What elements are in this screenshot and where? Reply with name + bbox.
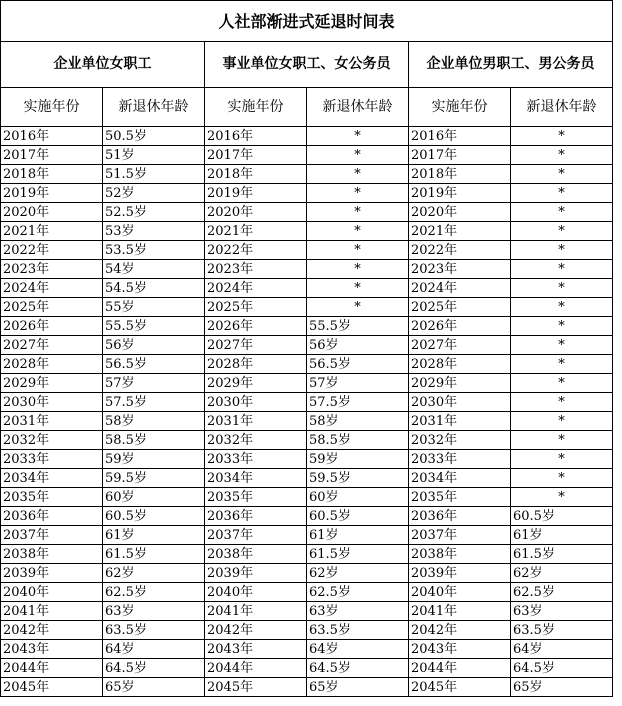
table-row <box>1 355 613 374</box>
year-cell: 2041年 <box>409 602 511 621</box>
year-cell: 2025年 <box>1 298 103 317</box>
year-cell: 2038年 <box>205 545 307 564</box>
year-cell: 2030年 <box>409 393 511 412</box>
age-cell: 63岁 <box>307 602 409 621</box>
age-cell: 56.5岁 <box>307 355 409 374</box>
age-cell: * <box>511 317 613 336</box>
age-cell: 57.5岁 <box>307 393 409 412</box>
age-cell: 62.5岁 <box>511 583 613 602</box>
year-cell: 2016年 <box>205 127 307 146</box>
age-cell: * <box>511 431 613 450</box>
year-cell: 2017年 <box>409 146 511 165</box>
table-row <box>1 583 613 602</box>
age-cell: * <box>511 203 613 222</box>
table-row <box>1 545 613 564</box>
age-cell: 60.5岁 <box>511 507 613 526</box>
column-header-age: 新退休年龄 <box>511 88 613 127</box>
column-header-age: 新退休年龄 <box>103 88 205 127</box>
age-cell: * <box>307 241 409 260</box>
age-cell: * <box>307 298 409 317</box>
age-cell: 53岁 <box>103 222 205 241</box>
age-cell: 62.5岁 <box>103 583 205 602</box>
age-cell: 62岁 <box>307 564 409 583</box>
age-cell: * <box>511 469 613 488</box>
year-cell: 2018年 <box>1 165 103 184</box>
age-cell: * <box>511 393 613 412</box>
table-row <box>1 165 613 184</box>
year-cell: 2019年 <box>1 184 103 203</box>
age-cell: 64岁 <box>511 640 613 659</box>
table-row <box>1 412 613 431</box>
table-row <box>1 450 613 469</box>
year-cell: 2024年 <box>205 279 307 298</box>
table-row <box>1 279 613 298</box>
year-cell: 2025年 <box>205 298 307 317</box>
age-cell: 53.5岁 <box>103 241 205 260</box>
year-cell: 2042年 <box>205 621 307 640</box>
table-row <box>1 374 613 393</box>
year-cell: 2028年 <box>205 355 307 374</box>
group-header-male: 企业单位男职工、男公务员 <box>409 42 613 88</box>
age-cell: 63.5岁 <box>307 621 409 640</box>
age-cell: 56.5岁 <box>103 355 205 374</box>
age-cell: 51岁 <box>103 146 205 165</box>
table-row <box>1 317 613 336</box>
year-cell: 2030年 <box>1 393 103 412</box>
age-cell: * <box>307 127 409 146</box>
table-row <box>1 127 613 146</box>
year-cell: 2023年 <box>1 260 103 279</box>
year-cell: 2024年 <box>1 279 103 298</box>
year-cell: 2031年 <box>409 412 511 431</box>
table-row <box>1 336 613 355</box>
column-header-year: 实施年份 <box>409 88 511 127</box>
age-cell: 57岁 <box>307 374 409 393</box>
age-cell: 62岁 <box>511 564 613 583</box>
age-cell: 61岁 <box>511 526 613 545</box>
year-cell: 2034年 <box>205 469 307 488</box>
group-header-enterprise-female: 企业单位女职工 <box>1 42 205 88</box>
age-cell: 65岁 <box>307 678 409 697</box>
age-cell: 63.5岁 <box>103 621 205 640</box>
table-row <box>1 678 613 697</box>
year-cell: 2040年 <box>1 583 103 602</box>
year-cell: 2028年 <box>409 355 511 374</box>
age-cell: 56岁 <box>307 336 409 355</box>
year-cell: 2036年 <box>1 507 103 526</box>
year-cell: 2032年 <box>1 431 103 450</box>
year-cell: 2033年 <box>205 450 307 469</box>
year-cell: 2035年 <box>409 488 511 507</box>
year-cell: 2027年 <box>1 336 103 355</box>
group-header-institution-female: 事业单位女职工、女公务员 <box>205 42 409 88</box>
age-cell: 59.5岁 <box>307 469 409 488</box>
age-cell: 61岁 <box>103 526 205 545</box>
age-cell: * <box>511 241 613 260</box>
year-cell: 2042年 <box>409 621 511 640</box>
table-row <box>1 621 613 640</box>
year-cell: 2021年 <box>409 222 511 241</box>
age-cell: 58.5岁 <box>307 431 409 450</box>
age-cell: 62岁 <box>103 564 205 583</box>
year-cell: 2024年 <box>409 279 511 298</box>
age-cell: 63岁 <box>103 602 205 621</box>
age-cell: 65岁 <box>511 678 613 697</box>
age-cell: 64.5岁 <box>307 659 409 678</box>
age-cell: 54.5岁 <box>103 279 205 298</box>
year-cell: 2017年 <box>1 146 103 165</box>
age-cell: 60.5岁 <box>307 507 409 526</box>
age-cell: 56岁 <box>103 336 205 355</box>
age-cell: 64.5岁 <box>511 659 613 678</box>
age-cell: 55岁 <box>103 298 205 317</box>
year-cell: 2022年 <box>205 241 307 260</box>
age-cell: * <box>511 488 613 507</box>
age-cell: * <box>307 203 409 222</box>
column-header-year: 实施年份 <box>1 88 103 127</box>
age-cell: 59岁 <box>103 450 205 469</box>
age-cell: 59岁 <box>307 450 409 469</box>
year-cell: 2029年 <box>1 374 103 393</box>
year-cell: 2022年 <box>1 241 103 260</box>
year-cell: 2016年 <box>409 127 511 146</box>
age-cell: 63.5岁 <box>511 621 613 640</box>
age-cell: 61.5岁 <box>307 545 409 564</box>
year-cell: 2041年 <box>205 602 307 621</box>
year-cell: 2022年 <box>409 241 511 260</box>
age-cell: 65岁 <box>103 678 205 697</box>
age-cell: * <box>307 184 409 203</box>
age-cell: 52岁 <box>103 184 205 203</box>
age-cell: 57岁 <box>103 374 205 393</box>
year-cell: 2018年 <box>409 165 511 184</box>
year-cell: 2033年 <box>409 450 511 469</box>
age-cell: 54岁 <box>103 260 205 279</box>
age-cell: 52.5岁 <box>103 203 205 222</box>
age-cell: * <box>511 146 613 165</box>
year-cell: 2029年 <box>205 374 307 393</box>
column-header-year: 实施年份 <box>205 88 307 127</box>
year-cell: 2030年 <box>205 393 307 412</box>
column-header-age: 新退休年龄 <box>307 88 409 127</box>
age-cell: * <box>511 279 613 298</box>
year-cell: 2018年 <box>205 165 307 184</box>
column-header-row <box>1 88 613 127</box>
year-cell: 2026年 <box>205 317 307 336</box>
year-cell: 2043年 <box>409 640 511 659</box>
age-cell: 58岁 <box>103 412 205 431</box>
group-header-row <box>1 42 613 88</box>
table-row <box>1 469 613 488</box>
year-cell: 2029年 <box>409 374 511 393</box>
age-cell: 55.5岁 <box>307 317 409 336</box>
year-cell: 2031年 <box>1 412 103 431</box>
table-row <box>1 526 613 545</box>
year-cell: 2045年 <box>1 678 103 697</box>
year-cell: 2045年 <box>205 678 307 697</box>
year-cell: 2027年 <box>205 336 307 355</box>
age-cell: * <box>511 127 613 146</box>
age-cell: * <box>307 165 409 184</box>
age-cell: * <box>307 279 409 298</box>
year-cell: 2043年 <box>205 640 307 659</box>
table-row <box>1 203 613 222</box>
age-cell: 62.5岁 <box>307 583 409 602</box>
age-cell: * <box>511 450 613 469</box>
age-cell: * <box>307 222 409 241</box>
year-cell: 2037年 <box>409 526 511 545</box>
year-cell: 2043年 <box>1 640 103 659</box>
age-cell: 51.5岁 <box>103 165 205 184</box>
table-row <box>1 507 613 526</box>
age-cell: 64岁 <box>307 640 409 659</box>
year-cell: 2034年 <box>1 469 103 488</box>
age-cell: * <box>307 260 409 279</box>
table-row <box>1 640 613 659</box>
year-cell: 2037年 <box>1 526 103 545</box>
year-cell: 2044年 <box>1 659 103 678</box>
table-row <box>1 222 613 241</box>
year-cell: 2019年 <box>409 184 511 203</box>
year-cell: 2034年 <box>409 469 511 488</box>
table-row <box>1 146 613 165</box>
year-cell: 2025年 <box>409 298 511 317</box>
age-cell: * <box>307 146 409 165</box>
age-cell: 58岁 <box>307 412 409 431</box>
year-cell: 2020年 <box>205 203 307 222</box>
year-cell: 2044年 <box>205 659 307 678</box>
year-cell: 2035年 <box>1 488 103 507</box>
table-row <box>1 298 613 317</box>
year-cell: 2037年 <box>205 526 307 545</box>
table-title: 人社部渐进式延退时间表 <box>1 1 613 42</box>
table-row <box>1 488 613 507</box>
table-row <box>1 659 613 678</box>
age-cell: 60岁 <box>103 488 205 507</box>
year-cell: 2019年 <box>205 184 307 203</box>
age-cell: * <box>511 298 613 317</box>
age-cell: * <box>511 355 613 374</box>
year-cell: 2023年 <box>205 260 307 279</box>
age-cell: * <box>511 412 613 431</box>
year-cell: 2028年 <box>1 355 103 374</box>
year-cell: 2021年 <box>205 222 307 241</box>
title-row <box>1 1 613 42</box>
year-cell: 2016年 <box>1 127 103 146</box>
year-cell: 2023年 <box>409 260 511 279</box>
year-cell: 2040年 <box>409 583 511 602</box>
year-cell: 2033年 <box>1 450 103 469</box>
table-row <box>1 393 613 412</box>
age-cell: 60.5岁 <box>103 507 205 526</box>
year-cell: 2026年 <box>1 317 103 336</box>
year-cell: 2044年 <box>409 659 511 678</box>
year-cell: 2027年 <box>409 336 511 355</box>
year-cell: 2045年 <box>409 678 511 697</box>
age-cell: * <box>511 222 613 241</box>
age-cell: 58.5岁 <box>103 431 205 450</box>
table-row <box>1 184 613 203</box>
age-cell: 61岁 <box>307 526 409 545</box>
year-cell: 2041年 <box>1 602 103 621</box>
year-cell: 2035年 <box>205 488 307 507</box>
age-cell: 63岁 <box>511 602 613 621</box>
table-row <box>1 241 613 260</box>
age-cell: * <box>511 336 613 355</box>
year-cell: 2038年 <box>409 545 511 564</box>
year-cell: 2039年 <box>205 564 307 583</box>
year-cell: 2036年 <box>409 507 511 526</box>
year-cell: 2036年 <box>205 507 307 526</box>
year-cell: 2020年 <box>409 203 511 222</box>
year-cell: 2042年 <box>1 621 103 640</box>
age-cell: * <box>511 260 613 279</box>
age-cell: * <box>511 374 613 393</box>
year-cell: 2040年 <box>205 583 307 602</box>
year-cell: 2021年 <box>1 222 103 241</box>
table-row <box>1 564 613 583</box>
year-cell: 2039年 <box>1 564 103 583</box>
year-cell: 2032年 <box>409 431 511 450</box>
age-cell: 60岁 <box>307 488 409 507</box>
age-cell: 55.5岁 <box>103 317 205 336</box>
age-cell: 61.5岁 <box>103 545 205 564</box>
year-cell: 2032年 <box>205 431 307 450</box>
table-row <box>1 602 613 621</box>
age-cell: 64岁 <box>103 640 205 659</box>
table-row <box>1 431 613 450</box>
age-cell: 59.5岁 <box>103 469 205 488</box>
age-cell: * <box>511 184 613 203</box>
year-cell: 2031年 <box>205 412 307 431</box>
year-cell: 2026年 <box>409 317 511 336</box>
age-cell: 61.5岁 <box>511 545 613 564</box>
table-row <box>1 260 613 279</box>
year-cell: 2038年 <box>1 545 103 564</box>
year-cell: 2039年 <box>409 564 511 583</box>
age-cell: * <box>511 165 613 184</box>
age-cell: 50.5岁 <box>103 127 205 146</box>
year-cell: 2017年 <box>205 146 307 165</box>
age-cell: 64.5岁 <box>103 659 205 678</box>
year-cell: 2020年 <box>1 203 103 222</box>
age-cell: 57.5岁 <box>103 393 205 412</box>
